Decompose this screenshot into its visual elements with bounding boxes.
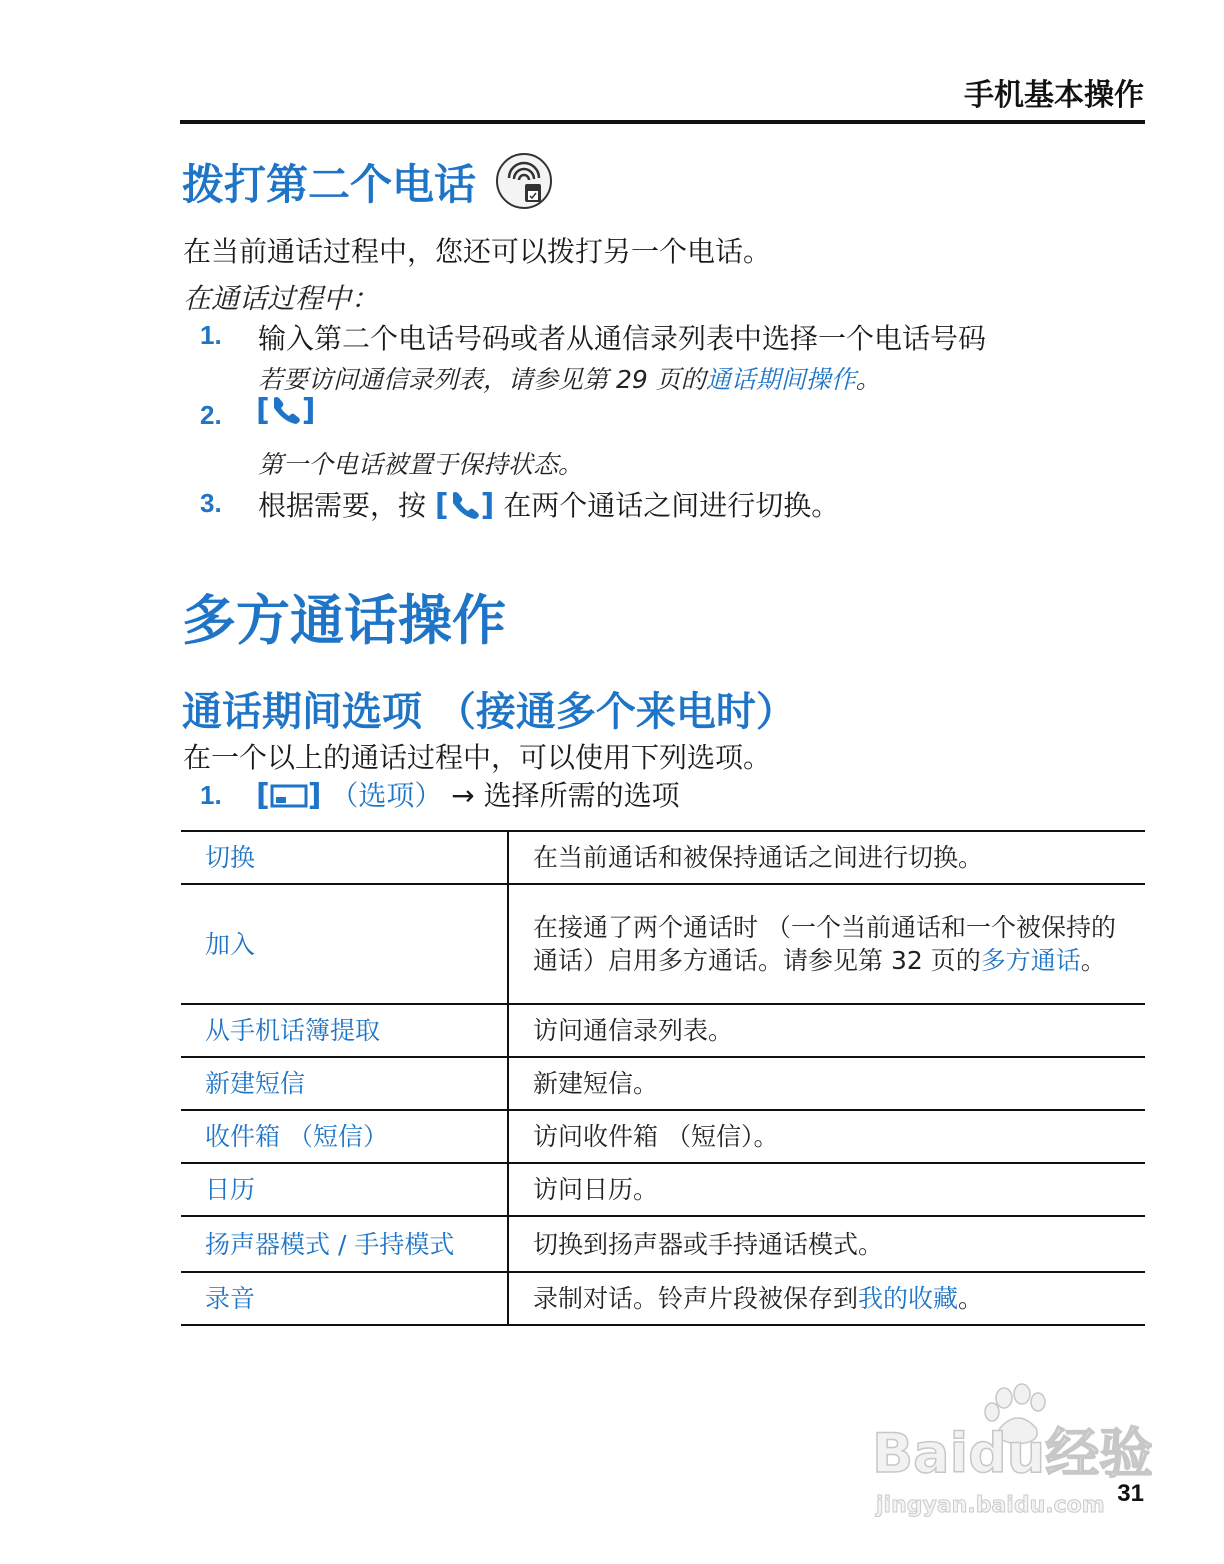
during-call-label: 在通话过程中： bbox=[183, 282, 380, 315]
note-text: 若要访问通信录列表，请参见第 29 页的 bbox=[258, 365, 706, 394]
section-title-multiparty: 多方通话操作 bbox=[182, 589, 506, 652]
section-title-second-call: 拨打第二个电话 bbox=[182, 160, 477, 209]
key-bracket: [ bbox=[256, 393, 270, 428]
key-bracket: [ bbox=[434, 488, 449, 523]
option-description bbox=[508, 1272, 1145, 1325]
table-row bbox=[181, 1110, 1145, 1163]
option-name: 扬声器模式 / 手持模式 bbox=[181, 1216, 508, 1272]
key-bracket: ] bbox=[301, 393, 316, 428]
option-description: 访问日历。 bbox=[508, 1163, 1145, 1216]
description-text: 录制对话。铃声片段被保存到 bbox=[533, 1284, 859, 1313]
option-name: 收件箱 （短信） bbox=[181, 1110, 508, 1163]
option-name: 切换 bbox=[181, 831, 508, 884]
table-row bbox=[181, 831, 1145, 884]
left-softkey-icon bbox=[270, 778, 308, 813]
arrow-icon: → bbox=[451, 779, 475, 812]
step-text-after: 在两个通话之间进行切换。 bbox=[503, 489, 840, 522]
in-call-options-table bbox=[181, 830, 1145, 1326]
cross-reference-link[interactable]: 我的收藏 bbox=[858, 1284, 959, 1313]
cross-reference-link[interactable]: 通话期间操作 bbox=[705, 365, 856, 394]
section1-intro: 在当前通话过程中，您还可以拨打另一个电话。 bbox=[183, 235, 772, 268]
baidu-watermark-logo bbox=[872, 1380, 1152, 1520]
option-softkey-label: （选项） bbox=[330, 779, 443, 812]
left-softkey bbox=[256, 778, 321, 813]
step-number: 1. bbox=[200, 780, 222, 810]
table-row bbox=[181, 1004, 1145, 1057]
option-description: 新建短信。 bbox=[508, 1057, 1145, 1110]
subsection-title-in-call-options: 通话期间选项 （接通多个来电时） bbox=[182, 689, 796, 735]
option-description: 在当前通话和被保持通话之间进行切换。 bbox=[508, 831, 1145, 884]
step-instruction: 选择所需的选项 bbox=[483, 779, 680, 812]
watermark-text: Baidu经验 bbox=[872, 1422, 1152, 1485]
key-bracket: [ bbox=[256, 778, 270, 813]
option-description: 访问通信录列表。 bbox=[508, 1004, 1145, 1057]
description-text: 在接通了两个通话时 （一个当前通话和一个被保持的通话）启用多方通话。请参见第 32 页的 bbox=[533, 913, 1116, 975]
cross-reference-link[interactable]: 多方通话 bbox=[980, 946, 1081, 975]
option-name: 加入 bbox=[181, 884, 508, 1004]
option-description: 切换到扬声器或手持通话模式。 bbox=[508, 1216, 1145, 1272]
option-name: 日历 bbox=[181, 1163, 508, 1216]
step-text-before: 根据需要，按 bbox=[258, 489, 427, 522]
table-row bbox=[181, 1216, 1145, 1272]
section3-intro: 在一个以上的通话过程中，可以使用下列选项。 bbox=[183, 741, 772, 774]
page-header-title: 手机基本操作 bbox=[964, 78, 1144, 113]
table-row bbox=[181, 1163, 1145, 1216]
call-key bbox=[256, 393, 315, 428]
option-description: 访问收件箱 （短信）。 bbox=[508, 1110, 1145, 1163]
step-text bbox=[256, 774, 680, 814]
option-name: 录音 bbox=[181, 1272, 508, 1325]
option-name: 新建短信 bbox=[181, 1057, 508, 1110]
step-number: 1. bbox=[200, 320, 222, 350]
table-row bbox=[181, 884, 1145, 1004]
watermark-url: jingyan.baidu.com bbox=[876, 1493, 1105, 1518]
note-suffix: 。 bbox=[855, 365, 881, 394]
key-bracket: ] bbox=[480, 488, 495, 523]
call-key-icon bbox=[449, 488, 481, 523]
table-row bbox=[181, 1272, 1145, 1325]
header-divider bbox=[180, 120, 1145, 124]
step-text bbox=[258, 484, 839, 524]
description-suffix: 。 bbox=[958, 1284, 984, 1313]
option-description bbox=[508, 884, 1145, 1004]
step-number: 3. bbox=[200, 488, 222, 518]
page-number: 31 bbox=[1117, 1480, 1144, 1507]
step-number: 2. bbox=[200, 400, 222, 430]
network-service-icon bbox=[495, 152, 553, 210]
key-bracket: ] bbox=[307, 778, 322, 813]
step-note: 第一个电话被置于保持状态。 bbox=[258, 450, 584, 479]
option-name: 从手机话簿提取 bbox=[181, 1004, 508, 1057]
call-key-icon bbox=[270, 393, 302, 428]
step-note bbox=[258, 360, 881, 396]
table-row bbox=[181, 1057, 1145, 1110]
call-key bbox=[435, 488, 494, 523]
step-text: 输入第二个电话号码或者从通信录列表中选择一个电话号码 bbox=[258, 322, 987, 355]
description-suffix: 。 bbox=[1080, 946, 1106, 975]
